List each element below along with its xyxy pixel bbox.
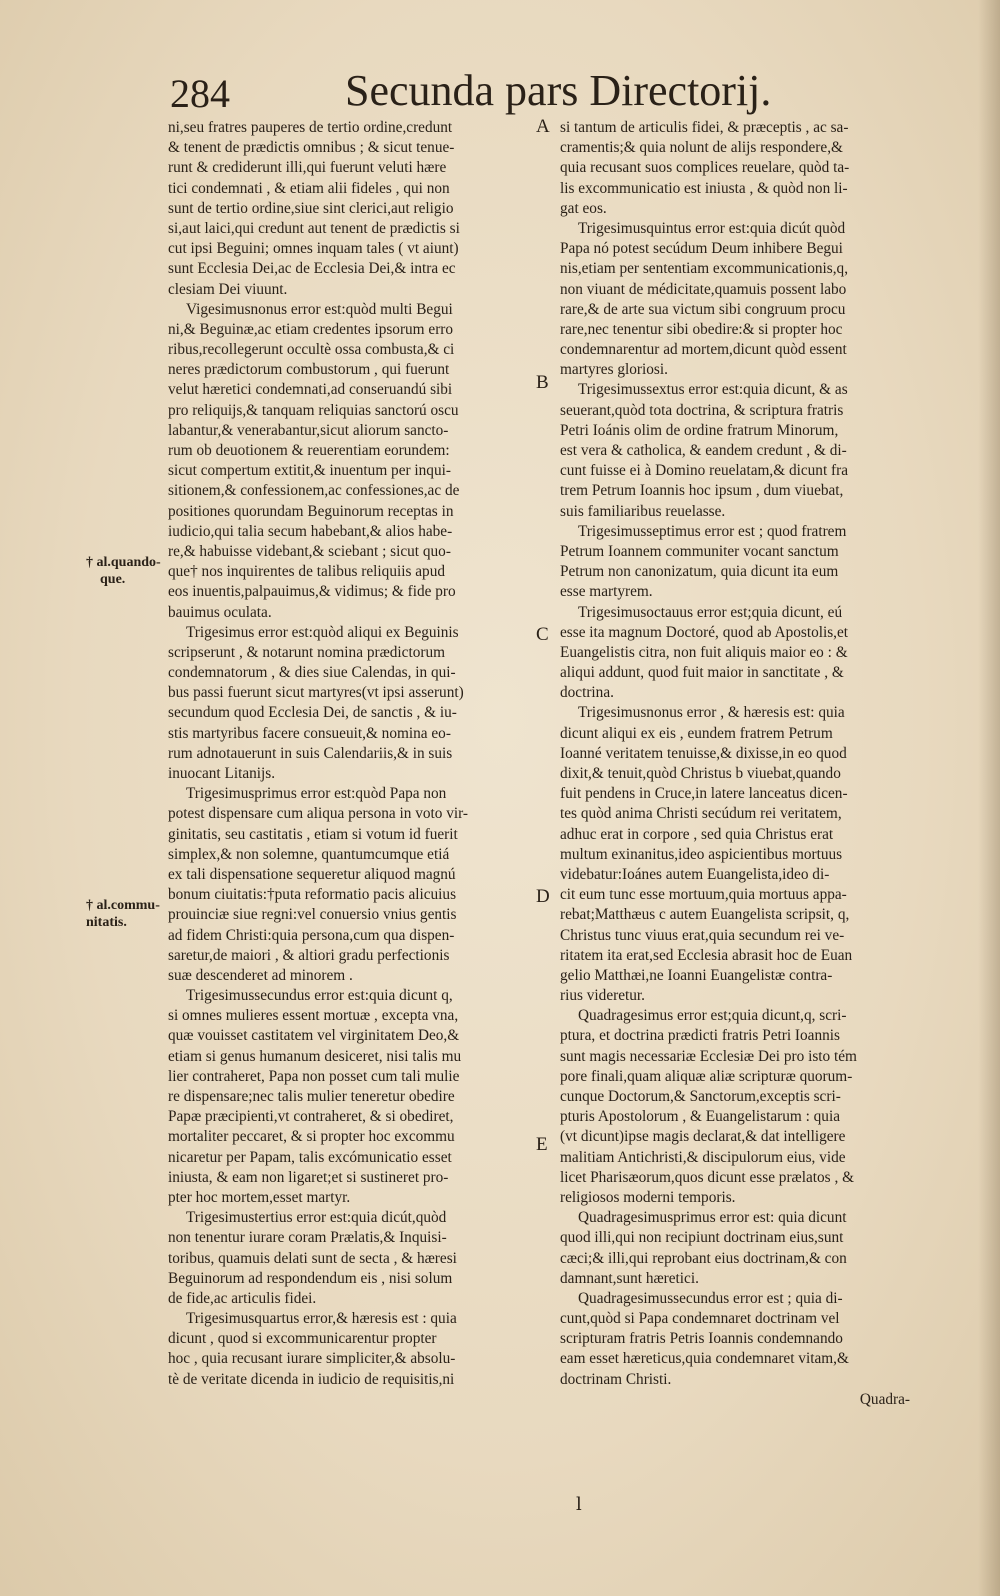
text-line: bauimus oculata. [168,603,272,621]
text-line: iudicio,qui talia secum habebant,& alios habe- [168,522,453,540]
text-line: rare,nec tenentur sibi obedire:& si propter hoc [560,320,843,338]
text-line: Ioanné veritatem tenuisse,& dixisse,in eo quod [560,744,847,762]
text-line: nis,etiam per sententiam excommunicationis,q, [560,260,849,278]
section-letter-e: E [536,1134,548,1155]
text-line: re dispensare;nec talis mulier teneretur obedire [168,1088,455,1105]
text-line: suæ descenderet ad minorem . [168,966,353,984]
text-line: dicunt , quod si excommunicarentur propter [168,1330,437,1348]
text-line: tici condemnati , & etiam alii fideles , qui non [168,179,450,197]
text-line: ni,seu fratres pauperes de tertio ordine,credunt [168,119,453,136]
text-line: trem Petrum Ioannis hoc ipsum , dum viuebat, [560,482,844,500]
text-line: labantur,& venerabantur,sicut aliorum sancto- [168,421,449,439]
text-line: esse martyrem. [560,583,653,601]
text-line: Trigesimusquartus error,& hæresis est : quia [186,1310,457,1328]
text-line: Vigesimusnonus error est:quòd multi Begui [186,300,453,318]
text-line: stis martyribus facere consueuit,& nomina eo- [168,724,451,742]
text-line: est vera & catholica, & eandem credunt , & di- [560,442,847,459]
text-line: suis familiaribus reuelasse. [560,502,726,520]
section-letter-c: C [536,624,549,645]
text-line: Papæ præcipienti,vt contraheret, & si obediret, [168,1108,454,1126]
text-line: tes quòd anima Christi secúdum rei veritatem, [560,805,842,823]
signature-mark: l [576,1494,582,1515]
text-line: neres prædictorum combustorum , qui fuerunt [168,361,450,379]
text-line: ni,& Beguinæ,ac etiam credentes ipsorum erro [168,320,454,338]
text-line: positiones quorundam Beguinorum receptas in [168,502,454,520]
text-line: bonum ciuitatis:†puta reformatio pacis alicuius [168,886,457,904]
text-line: Trigesimusseptimus error est ; quod fratrem [578,522,847,540]
text-line: Christus tunc viuus erat,quia secundum rei ve- [560,926,845,944]
right-text-column [560,118,918,1410]
text-line: hoc , quia recusant iurare simpliciter,& absolu- [168,1350,456,1368]
margin-note-line: † al.commu- [86,898,160,913]
text-line: re,& habuisse videbant,& sciebant ; sicut quo- [168,542,451,560]
text-line: bus passi fuerunt sicut martyres(vt ipsi asserunt) [168,684,464,702]
text-line: ginitatis, seu castitatis , etiam si votum id fuerit [168,825,458,843]
text-line: saretur,de maiori , & altiori gradu perfectionis [168,946,450,964]
text-line: fuit pendens in Cruce,in latere lanceatus dicen- [560,785,848,803]
text-line: malitiam Antichristi,& discipulorum eius, vide [560,1148,846,1166]
text-line: Quadragesimusprimus error est: quia dicunt [578,1209,847,1227]
section-letter-b: B [536,372,549,393]
text-line: condemnarentur ad mortem,dicunt quòd essent [560,341,847,359]
text-line: esse ita magnum Doctoré, quod ab Apostolis,et [560,623,849,641]
text-line: runt & crediderunt illi,qui fuerunt veluti hære [168,159,447,177]
text-line: quia recusant suos complices reuelare, quòd ta- [560,159,850,177]
text-line: videbatur:Ioánes autem Euangelista,ideo di- [560,865,830,883]
text-line: iniusta, & eam non ligaret;et si sustineret pro- [168,1168,449,1186]
text-line: Trigesimusprimus error est:quòd Papa non [186,785,447,803]
margin-note-communitatis [86,897,160,931]
margin-note-line: que. [100,572,126,587]
text-line: seuerant,quòd tota doctrina, & scriptura fratris [560,401,844,419]
text-line: si omnes mulieres essent mortuæ , excepta vna, [168,1007,459,1025]
text-line: Trigesimusoctauus error est;quia dicunt, eú [578,603,843,621]
text-line: multum exinanitus,ideo aspicientibus mortuus [560,845,843,863]
text-line: ptura, et doctrina prædicti fratris Petri Ioannis [560,1027,840,1045]
page-number: 284 [170,71,230,116]
text-line: tè de veritate dicenda in iudicio de requisitis,ni [168,1370,455,1388]
text-line: cunt fuisse ei à Domino reuelatam,& dicunt fra [560,462,848,480]
section-letter-d: D [536,886,550,907]
text-line: licet Pharisæorum,quos dicunt esse prælatos , & [560,1168,855,1186]
text-line: ex tali dispensatione sequeretur aliquod magnú [168,865,456,883]
text-line: velut hæretici condemnati,ad conseruandú sibi [168,381,453,399]
text-line: Quadragesimussecundus error est ; quia di- [578,1289,843,1307]
text-line: ad fidem Christi:quia persona,cum qua dispen- [168,926,455,944]
text-line: adhuc erat in corpore , sed quia Christus erat [560,825,834,843]
text-line: ritatem ita erat,sed Ecclesia abrasit hoc de Euan [560,946,853,964]
text-line: de fide,ac articulis fidei. [168,1289,317,1307]
text-line: gat eos. [560,199,607,217]
text-line: Quadragesimus error est;quia dicunt,q, scri- [578,1007,847,1025]
text-line: sicut compertum extitit,& inuentum per inqui- [168,462,451,480]
text-line: pore finali,quam aliquæ aliæ scripturæ quorum- [560,1067,853,1085]
text-line: pro reliquijs,& tanquam reliquias sanctorú oscu [168,401,459,419]
text-line: cunque Doctorum,& Sanctorum,exceptis scri- [560,1088,841,1105]
text-line: potest dispensare cum aliqua persona in voto vir- [168,805,469,823]
text-line: cunt,quòd si Papa condemnaret doctrinam vel [560,1310,840,1328]
text-line: Trigesimustertius error est:quia dicút,quòd [186,1209,447,1227]
text-line: dicunt aliqui ex eis , eundem fratrem Petrum [560,724,833,742]
text-line: toribus, quamuis delati sunt de secta , & hæresi [168,1249,457,1267]
text-line: clesiam Dei viuunt. [168,280,288,298]
text-line: religiosos moderni temporis. [560,1188,736,1206]
text-line: sitionem,& confessionem,ac confessiones,ac de [168,482,460,500]
text-line: Papa nó potest secúdum Deum inhibere Begui [560,240,843,258]
text-line: scripserunt , & notarunt nomina prædictorum [168,643,445,661]
text-line: secundum quod Ecclesia Dei, de sanctis , & iu- [168,704,457,722]
text-line: Petrum Ioannem communiter vocant sanctum [560,542,839,560]
text-line: ribus,recollegerunt occultè ossa combusta,& ci [168,341,455,359]
margin-note-quandoque [86,554,161,588]
left-text-column [168,118,528,1390]
text-line: sunt magis necessariæ Ecclesiæ Dei pro isto tém [560,1047,857,1065]
text-line: lier contraheret, Papa non posset cum tali mulie [168,1067,460,1085]
text-line: cut ipsi Beguini; omnes inquam tales ( vt aiunt) [168,240,459,258]
text-line: etiam si genus humanum desiceret, nisi talis mu [168,1047,462,1065]
text-line: aliqui addunt, quod fuit maior in sanctitate , & [560,664,844,682]
margin-note-line: nitatis. [86,915,127,930]
text-line: eam esset hæreticus,quia condemnaret vitam,& [560,1350,849,1368]
text-line: simplex,& non solemne, quantumcumque etiá [168,845,450,863]
text-line: Trigesimusnonus error , & hæresis est: quia [578,704,845,722]
text-line: cramentis;& quia nolunt de alijs respondere,& [560,139,843,157]
text-line: pturis Apostolorum , & Euangelistarum : quia [560,1108,840,1126]
text-line: rum adnotauerunt in suis Calendariis,& in suis [168,744,453,762]
text-line: cit eum tunc esse mortuum,quia mortuus appa- [560,886,847,904]
text-line: Euangelistis citra, non fuit aliquis maior eo : & [560,643,848,661]
text-line: & tenent de prædictis omnibus ; & sicut tenue- [168,139,455,157]
text-line: nicaretur per Papam, talis excómunicatio esset [168,1148,452,1166]
text-line: cæci;& illi,qui reprobant eius doctrinam,& con [560,1249,847,1267]
text-line: rum ob deuotionem & reuerentiam eorundem: [168,442,450,459]
text-line: inuocant Litanijs. [168,765,276,782]
text-line: sunt Ecclesia Dei,ac de Ecclesia Dei,& intra ec [168,260,456,278]
text-line: gelio Matthæi,ne Ioanni Euangelistæ contra- [560,966,833,984]
text-line: Beguinorum ad respondendum eis , nisi solum [168,1269,453,1287]
text-line: sunt de tertio ordine,siue sint clerici,aut religio [168,199,454,217]
text-line: rebat;Matthæus c autem Euangelista scripsit, q, [560,906,850,924]
page-edge-shadow [978,0,1000,1596]
text-line: non viuant de médicitate,quamuis possent labo [560,280,847,298]
text-line: doctrina. [560,684,614,702]
text-line: dixit,& tenuit,quòd Christus b viuebat,quando [560,765,841,782]
text-line: rius videretur. [560,987,645,1005]
text-line: Trigesimusquintus error est:quia dicút quòd [578,219,846,237]
text-line: si tantum de articulis fidei, & præceptis , ac sa- [560,119,849,136]
text-line: quæ vouisset castitatem vel virginitatem Deo,& [168,1027,460,1045]
running-head: Secunda pars Directorij. [345,66,772,115]
text-line: mortaliter peccaret, & si propter hoc excommu [168,1128,455,1146]
text-line: lis excommunicatio est iniusta , & quòd non li- [560,179,848,197]
text-line: martyres gloriosi. [560,361,668,379]
text-line: Trigesimus error est:quòd aliqui ex Beguinis [186,623,459,641]
text-line: Petrum non canonizatum, quia dicunt ita eum [560,563,839,581]
text-line: que† nos inquirentes de talibus reliquiis apud [168,563,445,581]
text-line: si,aut laici,qui credunt aut tenent de prædictis si [168,219,460,237]
text-line: doctrinam Christi. [560,1370,672,1388]
text-line: Trigesimussecundus error est:quia dicunt q, [186,987,453,1005]
text-line: prouinciæ siue regni:vel conuersio vnius gentis [168,906,457,924]
text-line: non tenentur iurare coram Prælatis,& Inquisi- [168,1229,447,1247]
text-line: damnant,sunt hæretici. [560,1269,699,1287]
text-line: quod illi,qui non recipiunt doctrinam eius,sunt [560,1229,844,1247]
margin-note-line: † al.quando- [86,555,161,570]
text-line: Petri Ioánis olim de ordine fratrum Minorum, [560,421,839,439]
text-line: eos inuentis,palpauimus,& vidimus; & fide pro [168,583,456,601]
text-line: Trigesimussextus error est:quia dicunt, & as [578,381,848,399]
text-line: pter hoc mortem,esset martyr. [168,1188,351,1206]
section-letter-a: A [536,116,550,137]
text-line: Quadra- [859,1390,910,1408]
text-line: rare,& de arte sua victum sibi congruum procu [560,300,846,318]
text-line: scripturam fratris Petris Ioannis condemnando [560,1330,843,1348]
text-line: (vt dicunt)ipse magis declarat,& dat intelligere [560,1128,846,1146]
text-line: condemnatorum , & dies siue Calendas, in qui- [168,664,456,682]
